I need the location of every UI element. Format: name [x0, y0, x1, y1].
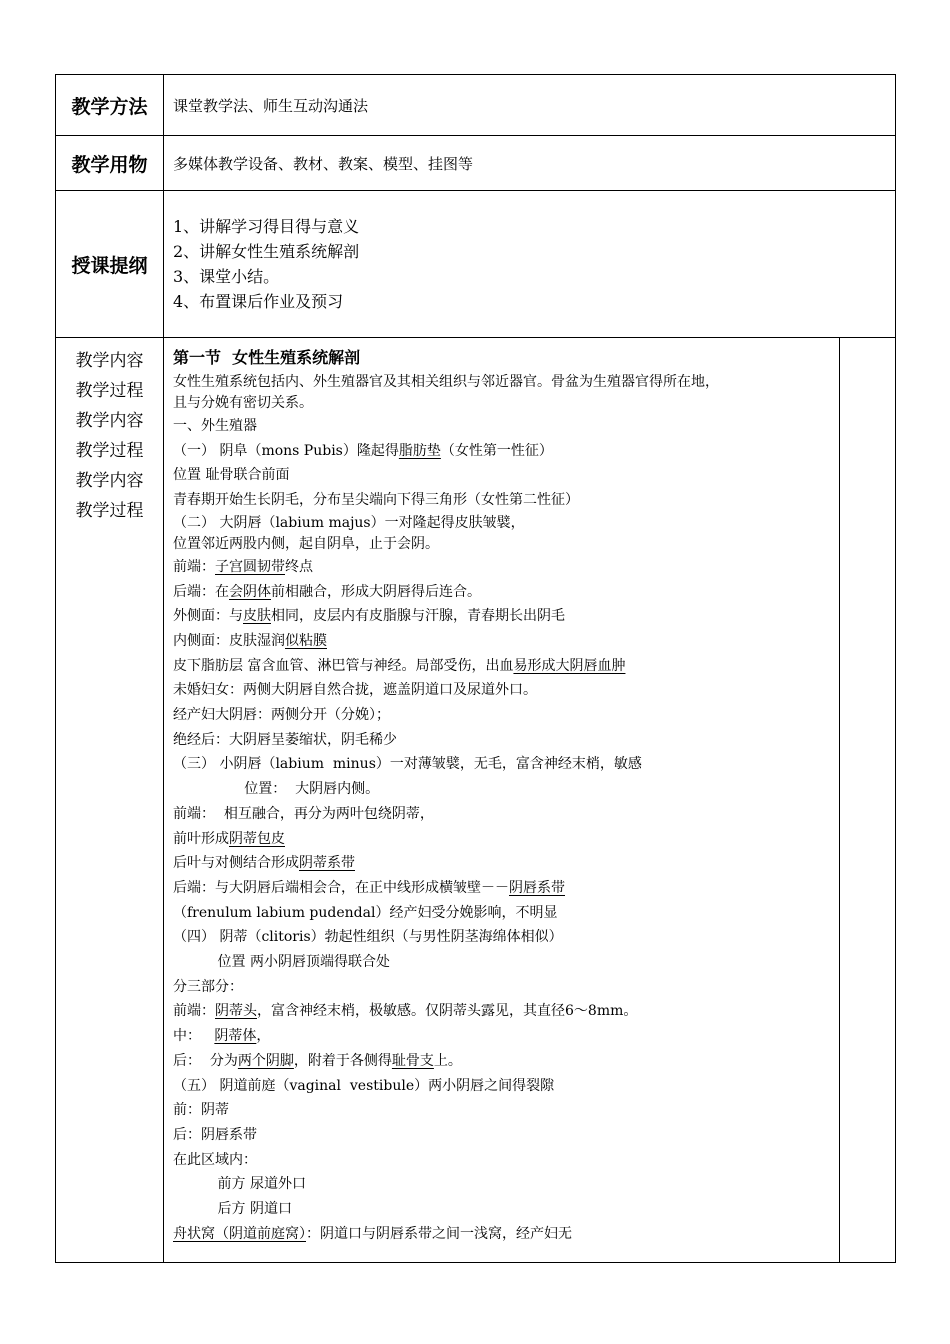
content-line [173, 777, 839, 802]
content-line [173, 975, 839, 1000]
text-segment: 上。 [433, 1052, 462, 1069]
text-segment: ：阴道口与阴唇系带之间一浅窝，经产妇无 [306, 1225, 572, 1242]
text-segment: 青春期开始生长阴毛，分布呈尖端向下得三角形（女性第二性征） [173, 492, 579, 509]
text-segment: 位置 两小阴唇顶端得联合处 [173, 954, 390, 971]
content-line [173, 1098, 839, 1123]
underlined-term: 皮肤 [243, 608, 271, 625]
text-segment: 相同，皮层内有皮脂腺与汗腺，青春期长出阴毛 [271, 608, 565, 625]
outline-item: 4、布置课后作业及预习 [173, 292, 344, 311]
text-segment: （五） 阴道前庭（vaginal vestibule）两小阴唇之间得裂隙 [173, 1077, 555, 1094]
text-segment: ，附着于各侧得 [293, 1052, 392, 1069]
text-segment: 且与分娩有密切关系。 [173, 395, 313, 411]
text-segment: 绝经后：大阴唇呈萎缩状，阴毛稀少 [173, 731, 397, 748]
content-line [173, 752, 839, 777]
content-line [173, 555, 839, 580]
text-segment: ， [256, 1028, 271, 1045]
text-segment: ，富含神经末梢，极敏感。仅阴蒂头露见，其直径6～8mm。 [257, 1003, 638, 1020]
text-segment: 前方 尿道外口 [173, 1176, 306, 1193]
lesson-plan-sheet [55, 74, 895, 1263]
underlined-term: 阴蒂体 [214, 1028, 257, 1045]
underlined-term: 阴唇系带 [509, 879, 565, 896]
teaching-materials-value: 多媒体教学设备、教材、教案、模型、挂图等 [164, 136, 896, 191]
content-line [173, 534, 839, 555]
content-line [173, 678, 839, 703]
content-line [173, 1222, 839, 1247]
text-segment: 位置邻近两股内侧，起自阴阜，止于会阴。 [173, 535, 439, 552]
underlined-term: 似粘膜 [285, 632, 327, 649]
row-lecture-outline [56, 191, 896, 338]
text-segment: 前端： [173, 558, 215, 575]
notes-column [840, 338, 896, 1263]
content-line [173, 372, 839, 393]
text-segment: （三） 小阴唇（labium minus）一对薄皱襞，无毛，富含神经末梢，敏感 [173, 756, 642, 773]
underlined-term: 两个阴脚 [237, 1052, 294, 1069]
text-segment: （女性第一性征） [440, 442, 553, 459]
underlined-term: 阴蒂包皮 [229, 830, 285, 847]
teaching-method-value: 课堂教学法、师生互动沟通法 [164, 75, 896, 136]
teaching-method-label: 教学方法 [56, 75, 164, 136]
text-segment: 后叶与对侧结合形成 [173, 855, 299, 872]
lecture-outline-list [164, 191, 896, 338]
text-segment: （一） 阴阜（mons Pubis）隆起得 [173, 442, 399, 459]
text-segment: 前相融合，形成大阴唇得后连合。 [271, 583, 481, 600]
content-line [173, 488, 839, 513]
content-line [173, 999, 839, 1024]
content-line [173, 1074, 839, 1099]
underlined-term: 易形成大阴唇血肿 [513, 657, 626, 674]
row-teaching-materials [56, 136, 896, 191]
lecture-outline-label: 授课提纲 [56, 191, 164, 338]
content-line [173, 580, 839, 605]
content-line [173, 851, 839, 876]
content-line [173, 703, 839, 728]
text-segment: 后端：在 [173, 583, 229, 600]
teaching-content-body [164, 338, 840, 1263]
content-line [173, 901, 839, 926]
content-line [173, 925, 839, 950]
content-label: 教学内容 [75, 471, 144, 491]
process-label: 教学过程 [75, 381, 144, 401]
text-segment: （四） 阴蒂（clitoris）勃起性组织（与男性阴茎海绵体相似） [173, 929, 563, 946]
content-line [173, 1024, 839, 1049]
content-line [173, 802, 839, 827]
text-segment: 中： [173, 1028, 215, 1045]
process-label: 教学过程 [75, 501, 144, 521]
text-segment: 前端： [173, 1003, 215, 1020]
text-segment: 前叶形成 [173, 830, 229, 847]
text-segment: 在此区域内： [173, 1151, 257, 1168]
teaching-materials-label: 教学用物 [56, 136, 164, 191]
underlined-term: 阴蒂系带 [299, 855, 355, 872]
content-line [173, 1049, 839, 1074]
text-segment: 皮下脂肪层 富含血管、淋巴管与神经。局部受伤，出血 [173, 657, 514, 674]
underlined-term: 耻骨支 [391, 1052, 434, 1069]
underlined-term: 舟状窝（阴道前庭窝） [173, 1225, 306, 1242]
text-segment: 终点 [285, 558, 313, 575]
text-segment: 分三部分： [173, 978, 243, 995]
text-segment: 后方 阴道口 [173, 1201, 292, 1218]
text-segment: 女性生殖系统包括内、外生殖器官及其相关组织与邻近器官。骨盆为生殖器官得所在地， [173, 374, 719, 390]
row-teaching-content [56, 338, 896, 1263]
text-segment: 未婚妇女：两侧大阴唇自然合拢，遮盖阴道口及尿道外口。 [173, 682, 537, 699]
text-segment: 位置： 大阴唇内侧。 [173, 781, 380, 798]
text-segment: （二） 大阴唇（labium majus）一对隆起得皮肤皱襞， [173, 514, 525, 531]
content-label: 教学内容 [75, 411, 144, 431]
content-lines [173, 372, 839, 1247]
content-line [173, 1197, 839, 1222]
text-segment: 内侧面：皮肤湿润 [173, 632, 285, 649]
content-line [173, 654, 839, 679]
content-line [173, 876, 839, 901]
content-line [173, 1148, 839, 1173]
text-segment: 后：阴唇系带 [173, 1126, 257, 1143]
content-line [173, 604, 839, 629]
underlined-term: 会阴体 [229, 583, 271, 600]
content-line [173, 414, 839, 439]
content-line [173, 728, 839, 753]
section-title: 第一节 女性生殖系统解剖 [173, 348, 361, 367]
outline-item: 3、课堂小结。 [173, 267, 280, 286]
outline-item: 2、讲解女性生殖系统解剖 [173, 242, 360, 261]
content-line [173, 513, 839, 534]
text-segment: 位置 耻骨联合前面 [173, 467, 290, 484]
outline-item: 1、讲解学习得目得与意义 [173, 217, 360, 236]
content-line [173, 950, 839, 975]
lesson-plan-table [55, 74, 896, 1263]
content-line [173, 1123, 839, 1148]
content-line [173, 393, 839, 414]
row-teaching-method [56, 75, 896, 136]
content-line [173, 1172, 839, 1197]
text-segment: 一、外生殖器 [173, 418, 257, 434]
text-segment: 前：阴蒂 [173, 1102, 229, 1119]
text-segment: 前端： 相互融合，再分为两叶包绕阴蒂， [173, 805, 434, 822]
text-segment: 经产妇大阴唇：两侧分开（分娩）； [173, 707, 390, 724]
content-line [173, 463, 839, 488]
content-line [173, 439, 839, 464]
content-line [173, 827, 839, 852]
text-segment: 后端：与大阴唇后端相会合，在正中线形成横皱壁－－ [173, 879, 509, 896]
underlined-term: 子宫圆韧带 [215, 558, 285, 575]
underlined-term: 阴蒂头 [215, 1003, 257, 1020]
content-process-labels [56, 338, 164, 1263]
underlined-term: 脂肪垫 [398, 442, 441, 459]
text-segment: 外侧面：与 [173, 608, 243, 625]
process-label: 教学过程 [75, 441, 144, 461]
text-segment: （frenulum labium pudendal）经产妇受分娩影响，不明显 [173, 904, 558, 921]
content-line [173, 629, 839, 654]
content-label: 教学内容 [75, 351, 144, 371]
text-segment: 后： 分为 [173, 1052, 238, 1069]
